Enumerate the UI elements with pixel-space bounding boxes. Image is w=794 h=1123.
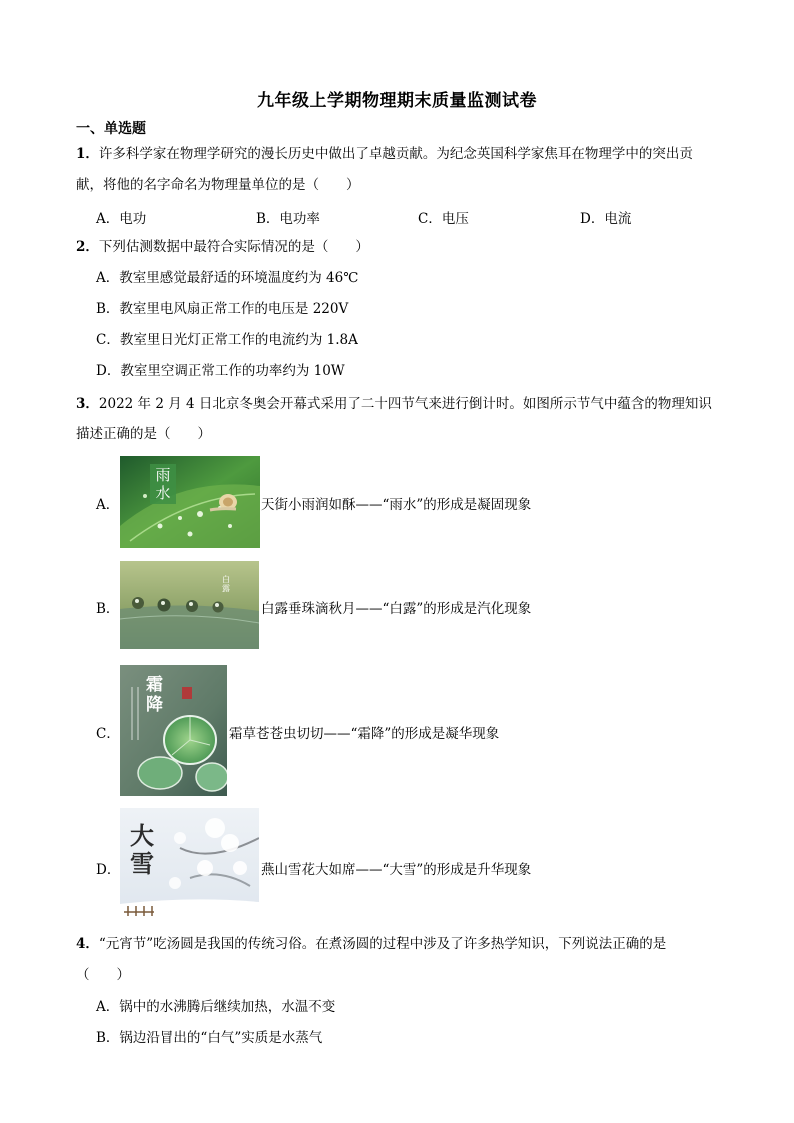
image-caption: 雨水	[155, 466, 171, 502]
option-text: 霜草苍苍虫切切——“霜降”的形成是凝华现象	[229, 726, 500, 742]
question-text: “元宵节”吃汤圆是我国的传统习俗。在煮汤圆的过程中涉及了许多热学知识，下列说法正确的是	[98, 936, 667, 952]
q4-option-b[interactable]: B．锅边沿冒出的“白气”实质是水蒸气	[96, 1030, 323, 1046]
option-text: 燕山雪花大如席——“大雪”的形成是升华现象	[261, 862, 532, 878]
question-text: 许多科学家在物理学研究的漫长历史中做出了卓越贡献。为纪念英国科学家焦耳在物理学中的突出贡	[98, 146, 693, 162]
q2-option-b[interactable]: B．教室里电风扇正常工作的电压是 220V	[96, 301, 349, 317]
option-label: B．	[96, 601, 120, 617]
q2-option-c[interactable]: C．教室里日光灯正常工作的电流约为 1.8A	[96, 332, 358, 348]
question-4-line-2: （ ）	[76, 967, 130, 983]
question-4-line-1	[76, 935, 666, 953]
q1-option-c[interactable]: C．电压	[418, 211, 469, 227]
option-text: 白露垂珠滴秋月——“白露”的形成是汽化现象	[261, 601, 532, 617]
white-dew-image	[120, 561, 259, 649]
option-text: 天街小雨润如酥——“雨水”的形成是凝固现象	[261, 497, 532, 513]
question-1-line-1	[76, 145, 693, 163]
option-label: A．	[96, 497, 120, 513]
image-caption: 大雪	[130, 821, 154, 878]
q2-option-d[interactable]: D．教室里空调正常工作的功率约为 10W	[96, 363, 345, 379]
question-text: 下列估测数据中最符合实际情况的是（ ）	[98, 239, 369, 255]
question-number: 3．	[76, 396, 99, 412]
question-2-line-1	[76, 238, 369, 256]
q1-option-b[interactable]: B．电功率	[256, 211, 320, 227]
option-label: D．	[96, 862, 121, 878]
page-title: 九年级上学期物理期末质量监测试卷	[257, 91, 537, 111]
q4-option-a[interactable]: A．锅中的水沸腾后继续加热，水温不变	[96, 999, 336, 1015]
q1-option-a[interactable]: A．电功	[96, 211, 147, 227]
question-1-line-2: 献，将他的名字命名为物理量单位的是（ ）	[76, 177, 360, 193]
rain-water-image	[120, 456, 260, 548]
q2-option-a[interactable]: A．教室里感觉最舒适的环境温度约为 46℃	[96, 270, 359, 286]
question-3-line-2: 描述正确的是（ ）	[76, 426, 211, 442]
heavy-snow-image	[120, 808, 259, 920]
section-heading: 一、单选题	[76, 121, 146, 137]
question-number: 2．	[76, 239, 99, 255]
q1-option-d[interactable]: D．电流	[580, 211, 632, 227]
image-caption: 霜降	[146, 675, 163, 715]
frost-descent-image	[120, 665, 227, 796]
question-number: 1．	[76, 146, 99, 162]
question-3-line-1	[76, 395, 712, 413]
image-caption: 白露	[222, 575, 230, 593]
question-number: 4．	[76, 936, 99, 952]
option-label: C．	[96, 726, 120, 742]
question-text: 2022 年 2 月 4 日北京冬奥会开幕式采用了二十四节气来进行倒计时。如图所示节气中蕴含的物理知识	[98, 396, 712, 412]
